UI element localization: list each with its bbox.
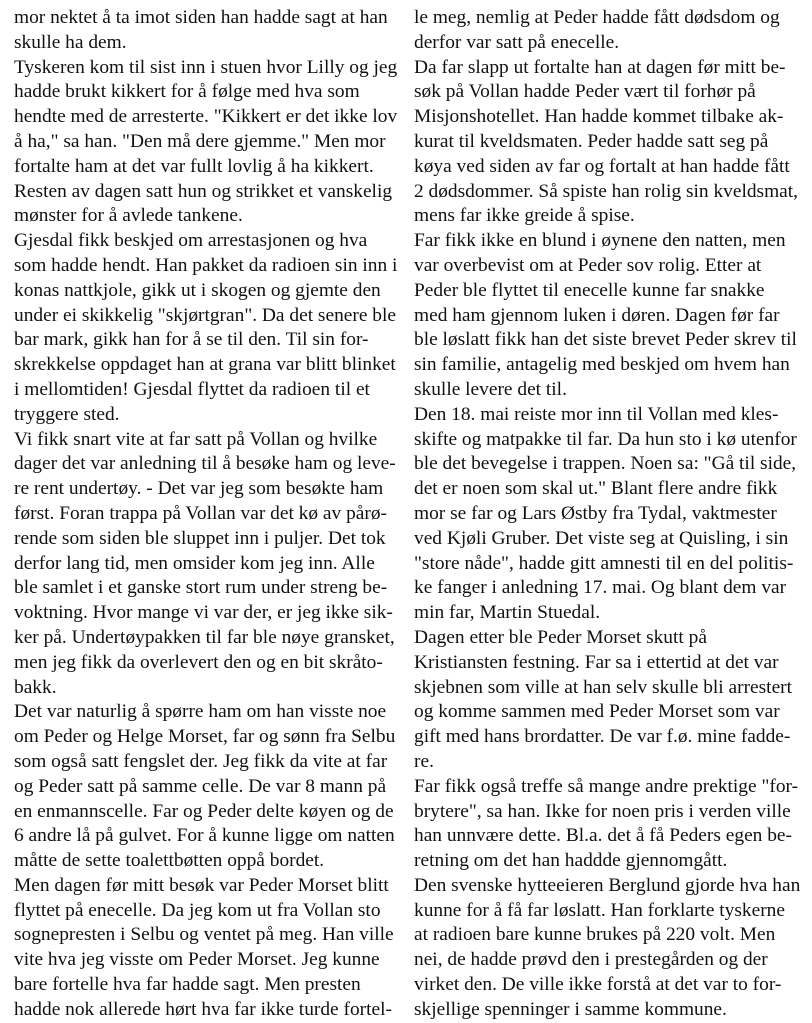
text-line: hadde brukt kikkert for å følge med hva som <box>14 81 360 103</box>
paragraph <box>414 874 804 1023</box>
text-line: "store nåde", hadde gitt amnesti til en del politis- <box>414 552 794 574</box>
text-line: kunne for å få far løslatt. Han forklarte tyskerne <box>414 899 785 921</box>
text-line: han unnvære dette. Bl.a. det å få Peders egen be- <box>414 825 792 847</box>
text-line: 6 andre lå på gulvet. For å kunne ligge om natten <box>14 825 395 847</box>
text-line: rende som siden ble sluppet inn i puljer. Det tok <box>14 527 386 549</box>
text-line: mor nektet å ta imot siden han hadde sagt at han <box>14 7 388 28</box>
text-line: skrekkelse oppdaget han at grana var blitt blinket <box>14 354 396 376</box>
text-line: i mellomtiden! Gjesdal flyttet da radioen til et <box>14 378 370 400</box>
paragraph <box>14 874 400 1023</box>
text-line: Den svenske hytteeieren Berglund gjorde hva han <box>414 874 801 896</box>
text-line: med ham gjennom luken i døren. Dagen før far <box>414 304 780 326</box>
text-line: brytere", sa han. Ikke for noen pris i verden ville <box>414 800 791 822</box>
text-line: en enmannscelle. Far og Peder delte køyen og de <box>14 800 394 822</box>
text-line: Dagen etter ble Peder Morset skutt på <box>414 626 707 648</box>
text-line: det er noen som skal ut." Blant flere andre fikk <box>414 478 778 500</box>
text-line: tryggere sted. <box>14 403 120 425</box>
text-line: ble løslatt fikk han det siste brevet Peder skrev til <box>414 329 797 351</box>
text-line: Den 18. mai reiste mor inn til Vollan med kles- <box>414 403 779 425</box>
text-line: ved Kjøli Gruber. Det viste seg at Quisling, i sin <box>414 527 789 549</box>
paragraph <box>414 56 804 230</box>
text-line: ble det bevegelse i trappen. Noen sa: "Gå til side, <box>414 453 797 475</box>
text-line: å ha," sa han. "Den må dere gjemme." Men mor <box>14 130 386 152</box>
text-line: flyttet på enecelle. Da jeg kom ut fra Vollan sto <box>14 899 381 921</box>
text-line: sognepresten i Selbu og ventet på meg. Han ville <box>14 924 394 946</box>
text-line: skulle levere det til. <box>414 378 567 400</box>
text-line: hendte med de arresterte. "Kikkert er det ikke lov <box>14 106 398 128</box>
text-line: og Peder satt på samme celle. De var 8 mann på <box>14 775 387 797</box>
text-line: som hadde hendt. Han pakket da radioen sin inn i <box>14 254 398 276</box>
text-line: bakk. <box>14 676 57 698</box>
text-line: søk på Vollan hadde Peder vært til forhør på <box>414 81 756 103</box>
paragraph <box>414 775 804 874</box>
text-line: mens far ikke greide å spise. <box>414 205 635 227</box>
text-line: re. <box>414 750 434 772</box>
text-line: Far fikk ikke en blund i øynene den natten, men <box>414 230 786 252</box>
paragraph <box>14 428 400 701</box>
text-line: dager det var anledning til å besøke ham og leve- <box>14 453 396 475</box>
text-line: re rent undertøy. - Det var jeg som besøkte ham <box>14 478 384 500</box>
text-line: om Peder og Helge Morset, far og sønn fra Selbu <box>14 726 396 748</box>
text-line: le meg, nemlig at Peder hadde fått dødsdom og <box>414 7 780 28</box>
text-line: skjellige spenninger i samme kommune. <box>414 998 727 1020</box>
text-line: Vi fikk snart vite at far satt på Vollan og hvilke <box>14 428 378 450</box>
text-line: ble samlet i et ganske stort rum under streng be- <box>14 577 388 599</box>
text-line: nei, de hadde prøvd den i prestegården og der <box>414 949 768 971</box>
text-line: Gjesdal fikk beskjed om arrestasjonen og hva <box>14 230 368 252</box>
text-line: skulle ha dem. <box>14 31 127 53</box>
left-text-column <box>8 6 406 1020</box>
text-line: skjebnen som ville at han selv skulle bli arrestert <box>414 676 793 698</box>
right-text-column <box>406 6 804 1020</box>
text-line: Da far slapp ut fortalte han at dagen før mitt be- <box>414 56 786 78</box>
paragraph <box>414 403 804 626</box>
text-line: 2 dødsdommer. Så spiste han rolig sin kveldsmat, <box>414 180 799 202</box>
paragraph <box>14 6 400 56</box>
text-line: gift med hans brordatter. De var f.ø. mine fadde- <box>414 726 791 748</box>
paragraph <box>14 229 400 427</box>
text-line: kurat til kveldsmaten. Peder hadde satt seg på <box>414 130 769 152</box>
text-line: derfor var satt på enecelle. <box>414 31 620 53</box>
text-line: under ei skikkelig "skjørtgran". Da det senere ble <box>14 304 396 326</box>
text-line: men jeg fikk da overlevert den og en bit skråto- <box>14 651 383 673</box>
text-line: voktning. Hvor mange vi var der, er jeg ikke sik- <box>14 602 393 624</box>
text-line: ker på. Undertøypakken til far ble nøye gransket, <box>14 626 395 648</box>
text-line: mor se far og Lars Østby fra Tydal, vaktmester <box>414 502 777 524</box>
paragraph <box>414 6 804 56</box>
text-line: fortalte ham at det var fullt lovlig å ha kikkert. <box>14 155 374 177</box>
text-line: min far, Martin Stuedal. <box>414 602 601 624</box>
text-line: først. Foran trappa på Vollan var det kø av pårø- <box>14 502 387 524</box>
text-line: Det var naturlig å spørre ham om han visste noe <box>14 701 387 723</box>
text-line: Resten av dagen satt hun og strikket et vanskelig <box>14 180 393 202</box>
text-line: var overbevist om at Peder sov rolig. Etter at <box>414 254 762 276</box>
text-line: som også satt fengslet der. Jeg fikk da vite at far <box>14 750 388 772</box>
text-line: og komme sammen med Peder Morset som var <box>414 701 780 723</box>
text-line: bare fortelle hva far hadde sagt. Men presten <box>14 974 361 996</box>
text-line: konas nattkjole, gikk ut i skogen og gjemte den <box>14 279 381 301</box>
text-line: derfor lang tid, men omsider kom jeg inn. Alle <box>14 552 375 574</box>
text-line: skifte og matpakke til far. Da hun sto i kø utenfor <box>414 428 797 450</box>
text-line: Kristiansten festning. Far sa i ettertid at det var <box>414 651 779 673</box>
text-line: mønster for å avlede tankene. <box>14 205 243 227</box>
text-line: køya ved siden av far og fortalt at han hadde fått <box>414 155 790 177</box>
text-line: Peder ble flyttet til enecelle kunne far snakke <box>414 279 765 301</box>
text-line: ke fanger i anledning 17. mai. Og blant dem var <box>414 577 787 599</box>
text-line: Misjonshotellet. Han hadde kommet tilbake ak- <box>414 106 784 128</box>
text-line: Men dagen før mitt besøk var Peder Morset blitt <box>14 874 389 896</box>
text-line: at radioen bare kunne brukes på 220 volt. Men <box>414 924 776 946</box>
paragraph <box>414 229 804 403</box>
text-line: Tyskeren kom til sist inn i stuen hvor Lilly og jeg <box>14 56 398 78</box>
text-line: Far fikk også treffe så mange andre prektige "for- <box>414 775 799 797</box>
text-line: vite hva jeg visste om Peder Morset. Jeg kunne <box>14 949 380 971</box>
paragraph <box>14 700 400 874</box>
text-line: måtte de sette toalettbøtten oppå bordet. <box>14 850 325 872</box>
text-line: hadde nok allerede hørt hva far ikke turde fortel- <box>14 998 392 1020</box>
text-line: retning om det han haddde gjennomgått. <box>414 850 728 872</box>
text-line: virket den. De ville ikke forstå at det var to for- <box>414 974 782 996</box>
paragraph <box>14 56 400 230</box>
text-line: sin familie, antagelig med beskjed om hvem han <box>414 354 790 376</box>
paragraph <box>414 626 804 775</box>
text-line: bar mark, gikk han for å se til den. Til sin for- <box>14 329 369 351</box>
